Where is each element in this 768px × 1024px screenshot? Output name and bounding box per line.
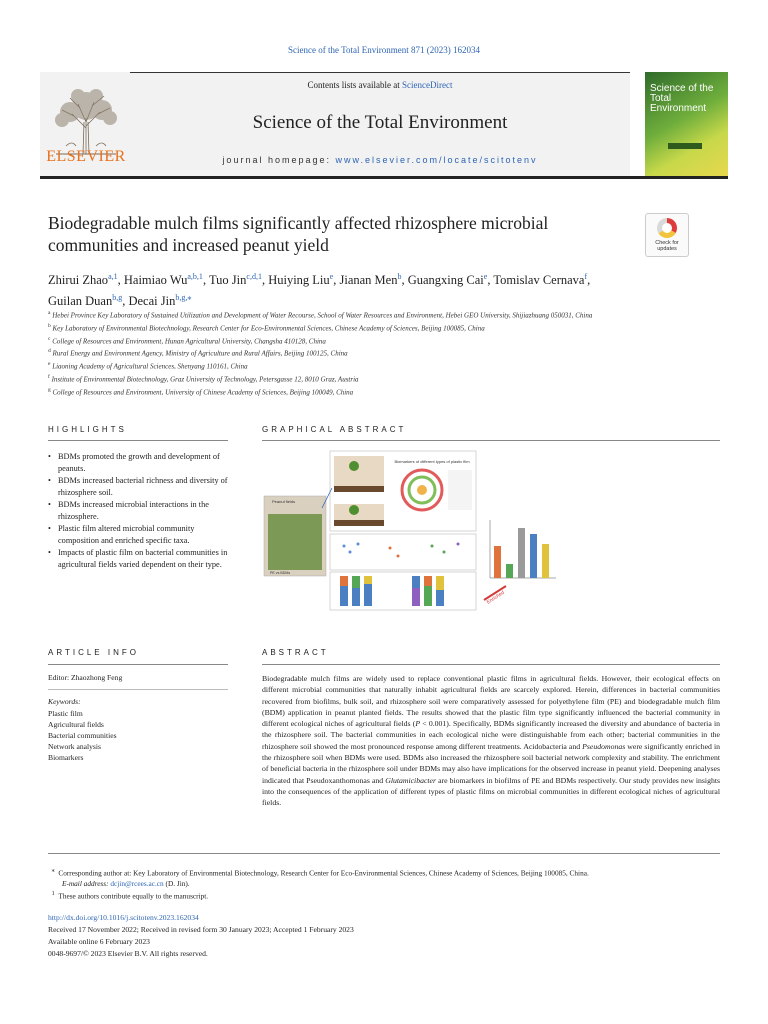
author-list — [48, 268, 728, 310]
ga-legend-box — [448, 470, 472, 510]
editor-line: Editor: Zhaozhong Feng — [48, 673, 123, 682]
elsevier-wordmark: ELSEVIER — [46, 148, 126, 165]
author-name[interactable]: Guangxing Cai — [407, 273, 484, 288]
article-metadata — [48, 912, 728, 960]
contents-lists-line — [130, 80, 630, 90]
author-separator: , — [122, 294, 129, 309]
author-separator: , — [487, 273, 494, 288]
author-affiliation-marks[interactable]: b — [397, 272, 402, 281]
affiliation-text: Liaoning Academy of Agricultural Sciences, Shenyang 110161, China — [52, 362, 248, 371]
corresponding-author-note — [48, 866, 728, 878]
editor-rule — [48, 689, 228, 690]
corresponding-author-text: Corresponding author at: Key Laboratory of Environmental Biotechnology, Research Center for Eco-Environmental Sciences, Chinese Academy of Sciences, Beijing 100085, China. — [58, 868, 589, 878]
ga-cladogram-center — [417, 485, 427, 495]
email-label: E-mail address: — [62, 879, 109, 889]
graphical-abstract-figure[interactable] — [262, 448, 562, 613]
keyword-item: Plastic film — [48, 709, 83, 718]
abstract-p-symbol: P — [415, 719, 421, 729]
ga-composition-panel — [330, 572, 476, 610]
abstract-part-2: < 0.001). Specifically, BDMs significantly increased the diversity and abundance of bacteria in the rhizosphere soil. The bacterial communities in each ecological niche were distinguishable from each other; bacterial communities in the rhizosphere soil showed the most pronounced response among different treatments. Acidobacteria and — [262, 719, 721, 751]
affiliation-key: d — [48, 348, 51, 355]
affiliation-item — [48, 359, 728, 372]
check-for-updates-label: Check for updates — [655, 240, 679, 252]
graphical-abstract-heading: GRAPHICAL ABSTRACT — [262, 425, 407, 434]
author-separator: , — [202, 273, 209, 288]
affiliation-text: Rural Energy and Environment Agency, Ministry of Agriculture and Rural Affairs, Beijing 100125, China — [52, 349, 348, 358]
corresponding-mark: ⁎ — [51, 868, 55, 874]
ga-peanut-label: Peanut fields — [272, 499, 296, 504]
copyright: 0048-9697/© 2023 Elsevier B.V. All rights reserved. — [48, 949, 208, 958]
keywords-list — [48, 708, 117, 763]
affiliation-key: e — [48, 361, 51, 368]
author-name[interactable]: Haimiao Wu — [123, 273, 188, 288]
email-link[interactable]: dcjin@rcees.ac.cn — [110, 879, 164, 889]
affiliation-key: a — [48, 310, 51, 316]
author-affiliation-marks[interactable]: a,b,1 — [187, 272, 203, 281]
affiliation-text: Hebei Province Key Laboratory of Sustained Utilization and Development of Water Recourse, School of Water Resources and Environment, Hebei GEO University, Shijiazhuang 050031, China — [52, 311, 593, 320]
email-suffix: (D. Jin). — [165, 879, 190, 889]
author-affiliation-marks[interactable]: e — [483, 272, 488, 281]
ga-biomarkers-label: Biomarkers of different types of plastic film — [394, 459, 470, 464]
affiliation-text: Institute of Environmental Biotechnology, Graz University of Technology, Petersgasse 12, 8010 Graz, Austria — [51, 375, 359, 384]
affiliation-key: f — [48, 374, 50, 381]
affiliation-key: b — [48, 322, 51, 329]
author-affiliation-marks[interactable]: b,g — [112, 293, 123, 303]
keywords-label: Keywords: — [48, 697, 81, 706]
highlight-item: • BDMs increased bacterial richness and diversity of rhizosphere soil. — [48, 475, 228, 499]
highlights-heading: HIGHLIGHTS — [48, 425, 127, 434]
affiliation-list — [48, 308, 728, 398]
author-name[interactable]: Guilan Duan — [48, 294, 113, 309]
abstract-part-3: were significantly enriched in the rhizosphere soil when BDMs were used. BDMs also increased the rhizosphere soil bacterial network complexity and stability. The enrichment of beneficial bacteria in the rhizosphere soil under BDMs may also have implications for the observed increase in peanut yield. Deepening analyses indicated that Pseudoxanthomonas and — [262, 741, 720, 785]
author-affiliation-marks[interactable]: b,g,⁎ — [175, 293, 192, 303]
journal-title: Science of the Total Environment — [252, 112, 508, 133]
author-name[interactable]: Decai Jin — [128, 294, 176, 309]
article-info-heading: ARTICLE INFO — [48, 648, 139, 657]
abstract-text — [262, 673, 720, 809]
abstract-part-1: Biodegradable mulch films are widely used to replace conventional plastic films in agricultural fields. However, their ecological effects on different microbial communities that naturally inhabit agricultural fields are scarcely explored. Herein, differences in bacterial communities recovered from biofilms, bulk soil, and rhizosphere soil were comparatively assessed for polyethylene film (PE) and biodegradable mulch film (BDM) application in peanut planted fields. The results showed that the plastic film type significantly influenced the bacterial community in different ecological niches of agricultural fields ( — [262, 674, 720, 729]
highlight-item: • BDMs increased microbial interactions in the rhizosphere. — [48, 499, 228, 523]
author-separator: , — [587, 273, 591, 288]
cover-badge — [668, 143, 702, 149]
ga-bar-2 — [506, 564, 513, 578]
journal-homepage-line — [130, 155, 630, 165]
graphical-abstract-rule — [262, 440, 720, 441]
keyword-item: Agricultural fields — [48, 720, 104, 729]
author-separator: , — [401, 273, 408, 288]
abstract-rule — [262, 664, 720, 665]
highlights-list — [48, 451, 228, 571]
ga-bar-5 — [542, 544, 549, 578]
affiliation-key: g — [48, 386, 51, 393]
highlight-item: • Impacts of plastic film on bacterial communities in agricultural fields varied dependent on their type. — [48, 547, 228, 571]
homepage-prefix: journal homepage: — [222, 155, 336, 165]
affiliation-item — [48, 372, 728, 385]
cover-title: Science of the Total Environment — [650, 83, 714, 114]
abstract-bottom-rule — [48, 853, 720, 854]
highlights-rule — [48, 440, 228, 441]
author-separator: , — [117, 273, 124, 288]
ga-bar-3 — [518, 528, 525, 578]
affiliation-item — [48, 346, 728, 359]
affiliation-text: College of Resources and Environment, Hunan Agricultural University, Changsha 410128, China — [52, 336, 326, 345]
affiliation-item — [48, 308, 728, 321]
article-title: Biodegradable mulch films significantly affected rhizosphere microbial communities and increased peanut yield — [48, 213, 549, 255]
author-name[interactable]: Tomislav Cernava — [493, 273, 585, 288]
equal-contribution-note — [48, 889, 728, 901]
affiliation-key: c — [48, 335, 51, 342]
equal-mark: 1 — [51, 891, 55, 898]
ga-pe-bdm-label: PE vs BDMs — [270, 571, 291, 575]
author-affiliation-marks[interactable]: e — [329, 272, 334, 281]
keyword-item: Bacterial communities — [48, 731, 117, 740]
ga-bar-1 — [494, 546, 501, 578]
ga-enriched-label: Enriched — [485, 589, 506, 606]
available-online: Available online 6 February 2023 — [48, 937, 150, 946]
equal-contribution-text: These authors contribute equally to the manuscript. — [58, 891, 209, 901]
abstract-glutamicibacter: Glutamicibacter — [385, 775, 437, 785]
keyword-item: Biomarkers — [48, 753, 84, 762]
highlight-item: • BDMs promoted the growth and development of peanuts. — [48, 451, 228, 475]
ga-pcoa-panel — [330, 534, 476, 570]
journal-citation[interactable]: Science of the Total Environment 871 (2023) 162034 — [288, 45, 480, 55]
author-separator: , — [261, 273, 269, 288]
affiliation-item — [48, 334, 728, 347]
sciencedirect-link[interactable]: ScienceDirect — [402, 80, 453, 90]
footnotes — [48, 866, 728, 902]
abstract-pseudomonas: Pseudomonas — [582, 741, 626, 751]
affiliation-text: College of Resources and Environment, University of Chinese Academy of Sciences, Beijing 100049, China — [52, 388, 354, 397]
ga-plant-1 — [349, 461, 359, 471]
highlight-item: • Plastic film altered microbial community composition and enriched specific taxa. — [48, 523, 228, 547]
ga-soil-strip-2 — [334, 520, 384, 526]
check-for-updates-badge[interactable] — [645, 213, 689, 257]
journal-homepage-link[interactable]: www.elsevier.com/locate/scitotenv — [335, 155, 538, 165]
doi-link[interactable]: http://dx.doi.org/10.1016/j.scitotenv.2023.162034 — [48, 913, 199, 922]
author-affiliation-marks[interactable]: a,1 — [108, 272, 118, 281]
affiliation-item — [48, 385, 728, 398]
ga-field-crops — [268, 514, 322, 570]
affiliation-item — [48, 321, 728, 334]
author-affiliation-marks[interactable]: f — [584, 272, 588, 281]
ga-bar-4 — [530, 534, 537, 578]
abstract-part-4: are biomarkers in biofilms of PE and BDMs respectively. Our study provides new insights into the consequences of the application of different types of plastic films on microbial communities in different ecological niches of agricultural fields. — [262, 775, 720, 808]
email-note — [48, 878, 728, 889]
abstract-heading: ABSTRACT — [262, 648, 329, 657]
author-name[interactable]: Zhirui Zhao — [48, 273, 109, 288]
ga-soil-strip-1 — [334, 486, 384, 492]
ga-soil-image-1 — [334, 456, 384, 486]
contents-prefix: Contents lists available at — [307, 80, 402, 90]
header-top-rule — [130, 72, 630, 73]
crossmark-icon — [657, 218, 677, 238]
keyword-item: Network analysis — [48, 742, 101, 751]
author-name[interactable]: Jianan Men — [339, 273, 398, 288]
affiliation-text: Key Laboratory of Environmental Biotechnology, Research Center for Eco-Environmental Sciences, Chinese Academy of Sciences, Beijing 100085, China — [52, 324, 485, 333]
author-name[interactable]: Huiying Liu — [268, 273, 330, 288]
article-info-rule — [48, 664, 228, 665]
author-name[interactable]: Tuo Jin — [208, 273, 247, 288]
received-dates: Received 17 November 2022; Received in revised form 30 January 2023; Accepted 1 February 2023 — [48, 925, 354, 934]
header-bottom-rule — [40, 176, 728, 179]
ga-plant-2 — [349, 505, 359, 515]
author-affiliation-marks[interactable]: c,d,1 — [246, 272, 262, 281]
author-separator: , — [333, 273, 340, 288]
